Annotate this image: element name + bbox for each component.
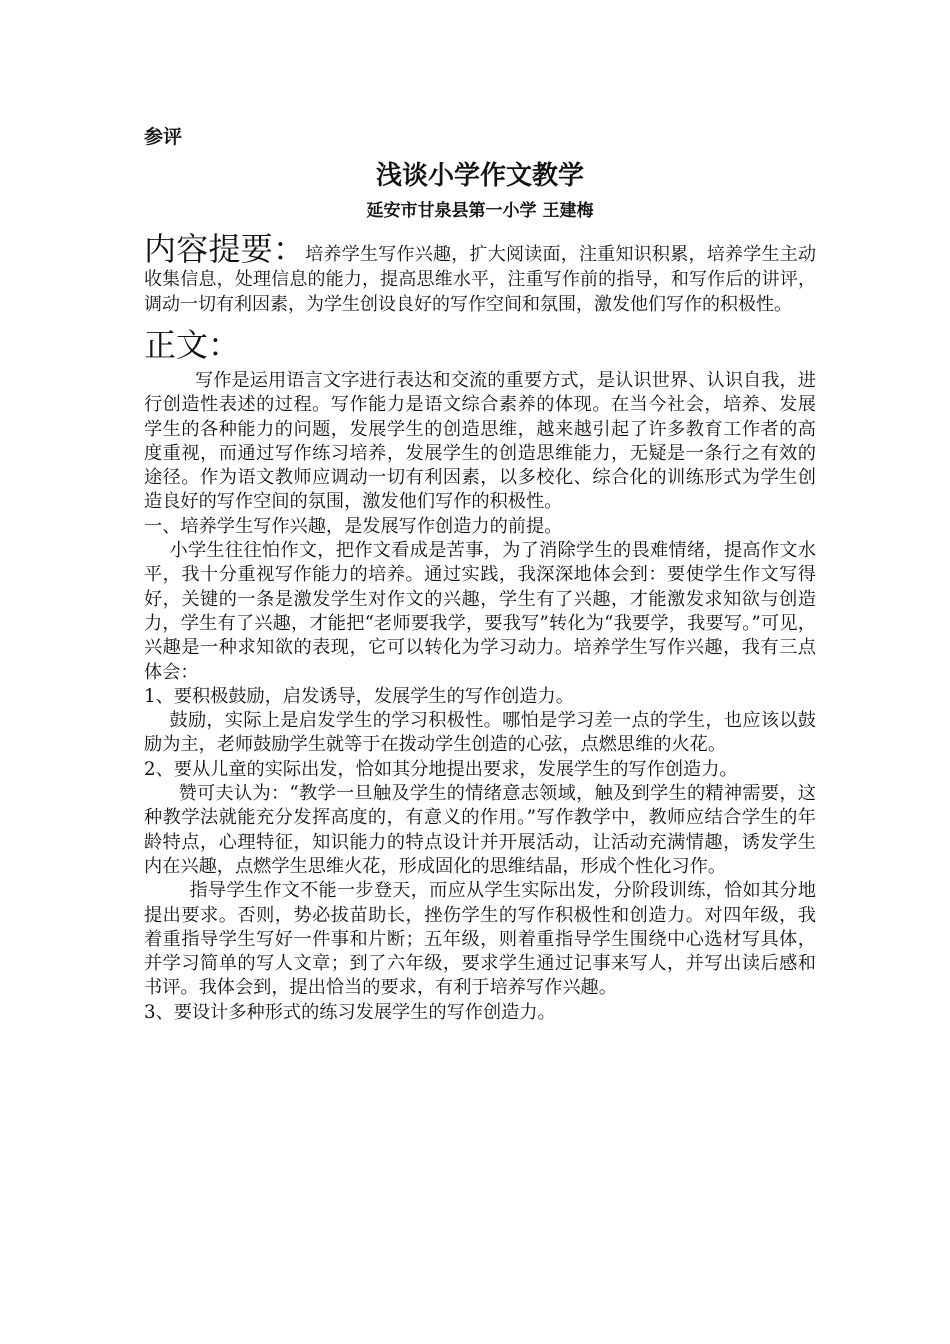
paragraph-intro: 写作是运用语言文字进行表达和交流的重要方式，是认识世界、认识自我，进行创造性表述的过程。写作能力是语文综合素养的体现。在当今社会，培养、发展学生的各种能力的问题，发展学生的创造思维，越来越引起了许多教育工作者的高度重视，而通过写作练习培养，发展学生的创造思维能力，无疑是一条行之有效的途径。作为语文教师应调动一切有利因素，以多校化、综合化的训练形式为学生创造良好的写作空间的氛围，激发他们写作的积极性。 — [144, 370, 816, 513]
document-title: 浅谈小学作文教学 — [375, 161, 584, 191]
subheading-1: 1、要积极鼓励，启发诱导，发展学生的写作创造力。 — [144, 685, 574, 707]
document-content — [144, 120, 816, 1025]
section-heading-1: 一、培养学生写作兴趣，是发展写作创造力的前提。 — [144, 515, 563, 537]
paragraph-interest: 小学生往往怕作文，把作文看成是苦事，为了消除学生的畏难情绪，提高作文水平，我十分重视写作能力的培养。通过实践，我深深地体会到：要使学生作文写得好，关键的一条是激发学生对作文的兴趣，学生有了兴趣，才能激发求知欲与创造力，学生有了兴趣，才能把“老师要我学，要我写”转化为“我要学，我要写。”可见，兴趣是一种求知欲的表现，它可以转化为学习动力。培养学生写作兴趣，我有三点体会： — [144, 540, 816, 683]
subheading-2: 2、要从儿童的实际出发，恰如其分地提出要求，发展学生的写作创造力。 — [144, 758, 738, 780]
subheading-3: 3、要设计多种形式的练习发展学生的写作创造力。 — [144, 1001, 556, 1023]
paragraph-zankov: 赞可夫认为：“教学一旦触及学生的情绪意志领域，触及到学生的精神需要，这种教学法就能充分发挥高度的，有意义的作用。”写作教学中，教师应结合学生的年龄特点，心理特征，知识能力的特点设计并开展活动，让活动充满情趣，诱发学生内在兴趣，点燃学生思维火花，形成固化的思维结晶，形成个性化习作。 — [144, 783, 816, 877]
paragraph-guidance: 指导学生作文不能一步登天，而应从学生实际出发，分阶段训练，恰如其分地提出要求。否则，势必拔苗助长，挫伤学生的写作积极性和创造力。对四年级，我着重指导学生写好一件事和片断；五年级，则着重指导学生围绕中心选材写具体，并学习简单的写人文章；到了六年级，要求学生通过记事来写人，并写出读后感和书评。我体会到，提出恰当的要求，有利于培养写作兴趣。 — [144, 880, 816, 999]
author-line: 延安市甘泉县第一小学 王建梅 — [366, 201, 594, 221]
body-heading: 正文： — [144, 326, 241, 364]
abstract — [144, 230, 816, 317]
abstract-text: 培养学生写作兴趣，扩大阅读面，注重知识积累，培养学生主动收集信息，处理信息的能力，提高思维水平，注重写作前的指导，和写作后的讲评，调动一切有利因素，为学生创设良好的写作空间和氛围，激发他们写作的积极性。 — [144, 244, 816, 315]
abstract-heading: 内容提要： — [144, 230, 306, 268]
paragraph-encourage: 鼓励，实际上是启发学生的学习积极性。哪怕是学习差一点的学生，也应该以鼓励为主，老师鼓励学生就等于在拨动学生创造的心弦，点燃思维的火花。 — [144, 710, 816, 756]
submission-tag: 参评 — [144, 126, 183, 148]
